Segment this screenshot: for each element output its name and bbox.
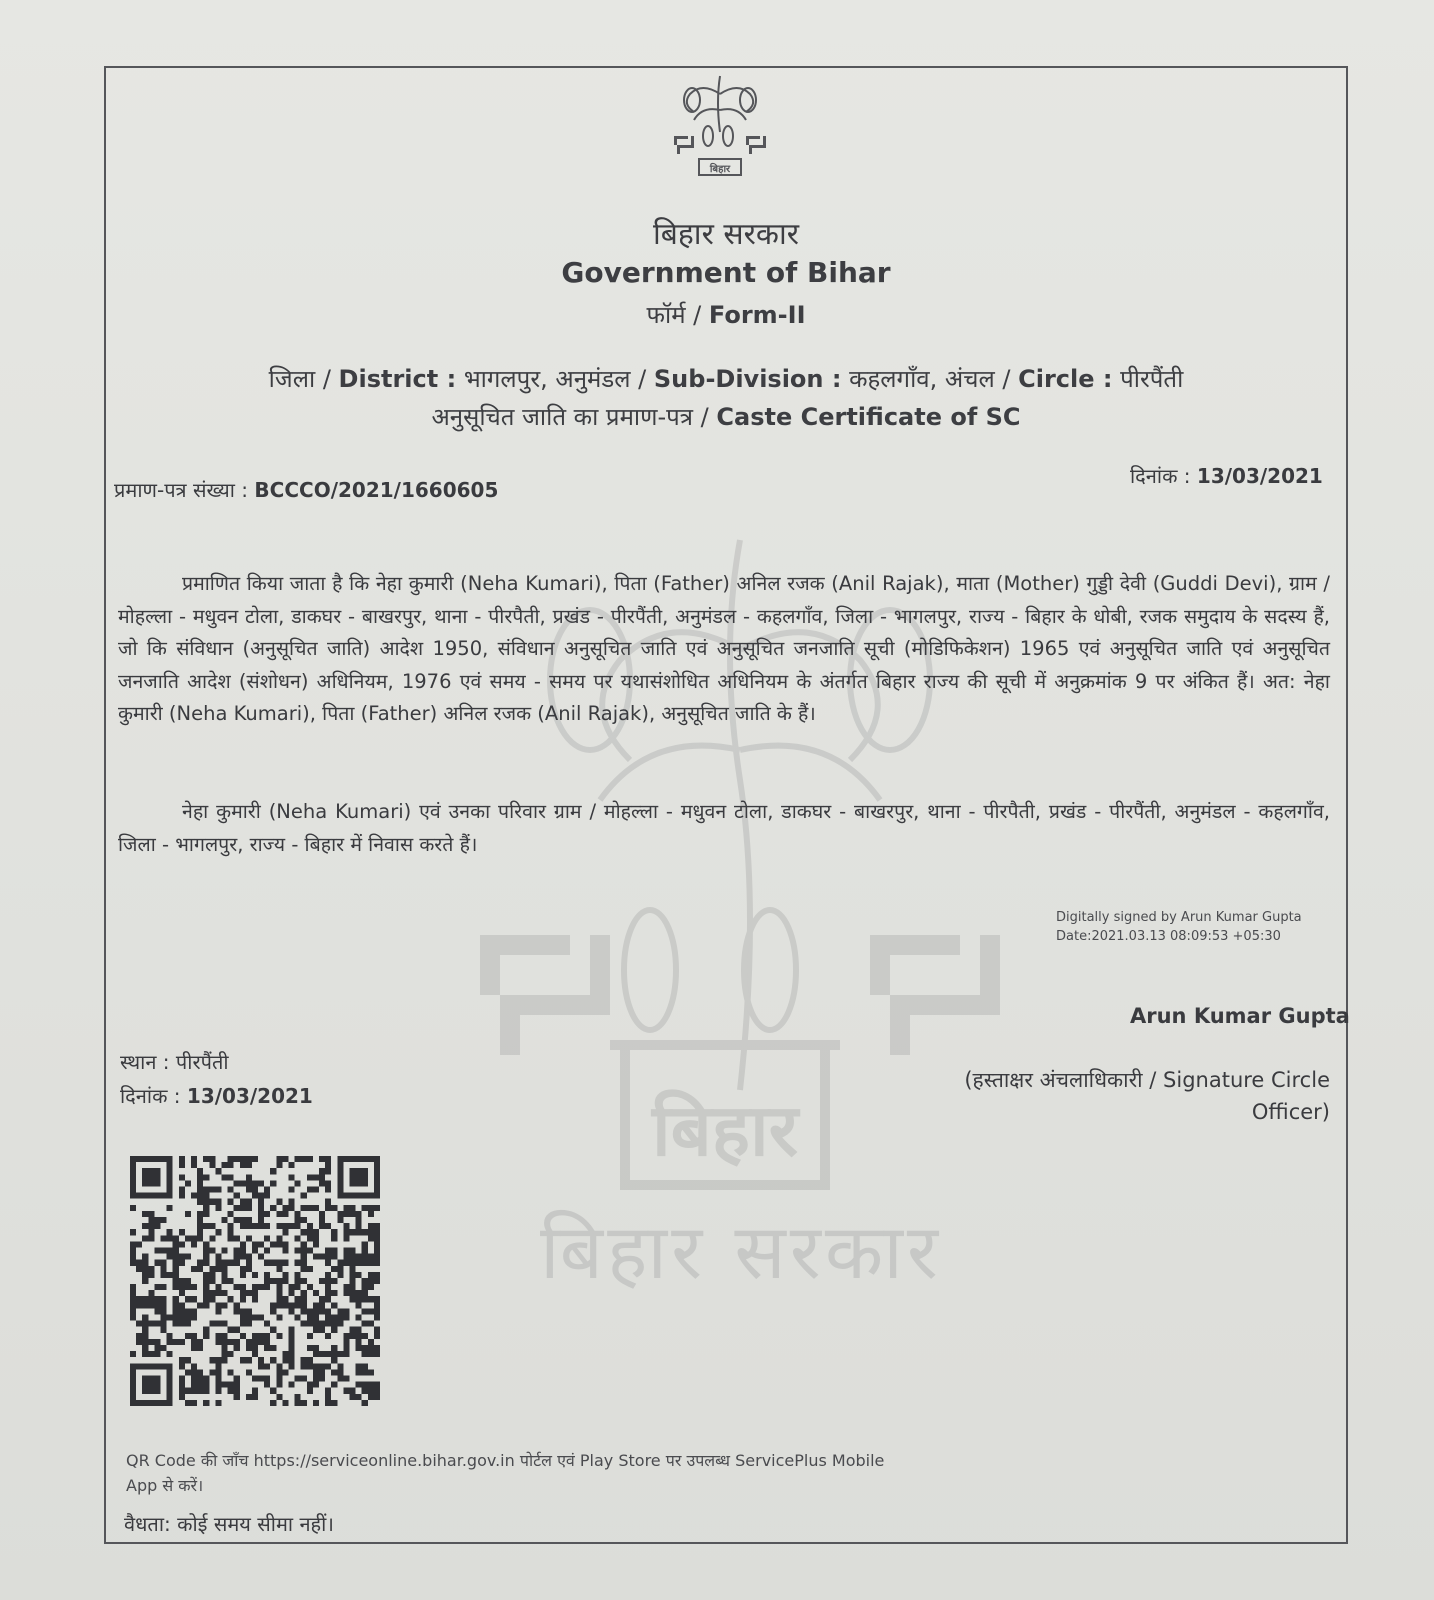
certificate-paragraph-2: नेहा कुमारी (Neha Kumari) एवं उनका परिवार ग्राम / मोहल्ला - मधुवन टोला, डाकघर - बाखरपुर, थाना - पीरपैती, प्रखंड - पीरपैंती, अनुमंडल - कहलगाँव, जिला - भागलपुर, राज्य - बिहार में निवास करते हैं। [118,800,1330,856]
subdivision-value: कहलगाँव, [849,365,938,393]
certificate-title-english: Caste Certificate of SC [716,403,1021,431]
issue-date [1130,462,1323,489]
watermark-emblem-text: बिहार [651,1088,799,1172]
district-label-english: District : [338,365,457,393]
validity-note: वैधता: कोई समय सीमा नहीं। [124,1512,334,1536]
circle-label-hindi: अंचल / [944,365,1011,393]
location-heading [104,362,1348,395]
certificate-title [104,400,1348,433]
issue-date-label: दिनांक : [1130,464,1191,488]
emblem-text: बिहार [709,164,731,175]
place-label: स्थान : [120,1050,170,1074]
place-value: पीरपैंती [175,1050,229,1074]
signer-name: Arun Kumar Gupta [1130,1004,1350,1028]
qr-code-icon [130,1156,380,1406]
qr-verification-note: QR Code की जाँच https://serviceonline.bihar.gov.in पोर्टल एवं Play Store पर उपलब्ध ServicePlus Mobile App से करें। [126,1451,885,1495]
govt-title-hindi: बिहार सरकार [652,217,800,252]
footer-date [120,1082,313,1109]
signer-title: (हस्ताक्षर अंचलाधिकारी / Signature Circle Officer) [964,1068,1330,1124]
govt-title-english: Government of Bihar [561,256,891,289]
district-label-hindi: जिला / [268,365,331,393]
form-label-hindi: फॉर्म / [646,301,702,329]
certificate-number [114,476,498,503]
form-heading [104,298,1348,331]
form-label-english: Form-II [708,301,806,329]
certificate-number-value: BCCCO/2021/1660605 [254,478,499,502]
certificate-title-hindi: अनुसूचित जाति का प्रमाण-पत्र / [431,403,709,431]
issue-date-value: 13/03/2021 [1196,464,1323,488]
bihar-govt-emblem-icon [672,72,768,180]
circle-label-english: Circle : [1018,365,1113,393]
certificate-paragraph-1: प्रमाणित किया जाता है कि नेहा कुमारी (Neha Kumari), पिता (Father) अनिल रजक (Anil Rajak), माता (Mother) गुड्डी देवी (Guddi Devi), ग्राम / मोहल्ला - मधुवन टोला, डाकघर - बाखरपुर, थाना - पीरपैती, प्रखंड - पीरपैंती, अनुमंडल - कहलगाँव, जिला - भागलपुर, राज्य - बिहार के धोबी, रजक समुदाय के सदस्य हैं, जो कि संविधान (अनुसूचित जाति) आदेश 1950, संविधान अनुसूचित जाति एवं अनुसूचित जनजाति सूची (मोडिफिकेशन) 1965 एवं अनुसूचित जाति एवं अनुसूचित जनजाति आदेश (संशोधन) अधिनियम, 1976 एवं समय - समय पर यथासंशोधित अधिनियम के अंतर्गत बिहार राज्य की सूची में अनुक्रमांक 9 पर अंकित हैं। अत: नेहा कुमारी (Neha Kumari), पिता (Father) अनिल रजक (Anil Rajak), अनुसूचित जाति के हैं। [118,572,1330,726]
footer-date-value: 13/03/2021 [186,1084,313,1108]
digital-signature [1056,908,1302,946]
certificate-number-label: प्रमाण-पत्र संख्या : [114,478,249,502]
digital-signature-date: Date:2021.03.13 08:09:53 +05:30 [1056,929,1281,944]
circle-value: पीरपैंती [1120,365,1184,393]
footer-date-label: दिनांक : [120,1084,181,1108]
district-value: भागलपुर, [463,365,548,393]
watermark-text: बिहार सरकार [540,1207,942,1296]
subdivision-label-hindi: अनुमंडल / [555,365,647,393]
subdivision-label-english: Sub-Division : [653,365,842,393]
place [120,1048,229,1075]
digital-signature-name: Digitally signed by Arun Kumar Gupta [1056,910,1302,925]
